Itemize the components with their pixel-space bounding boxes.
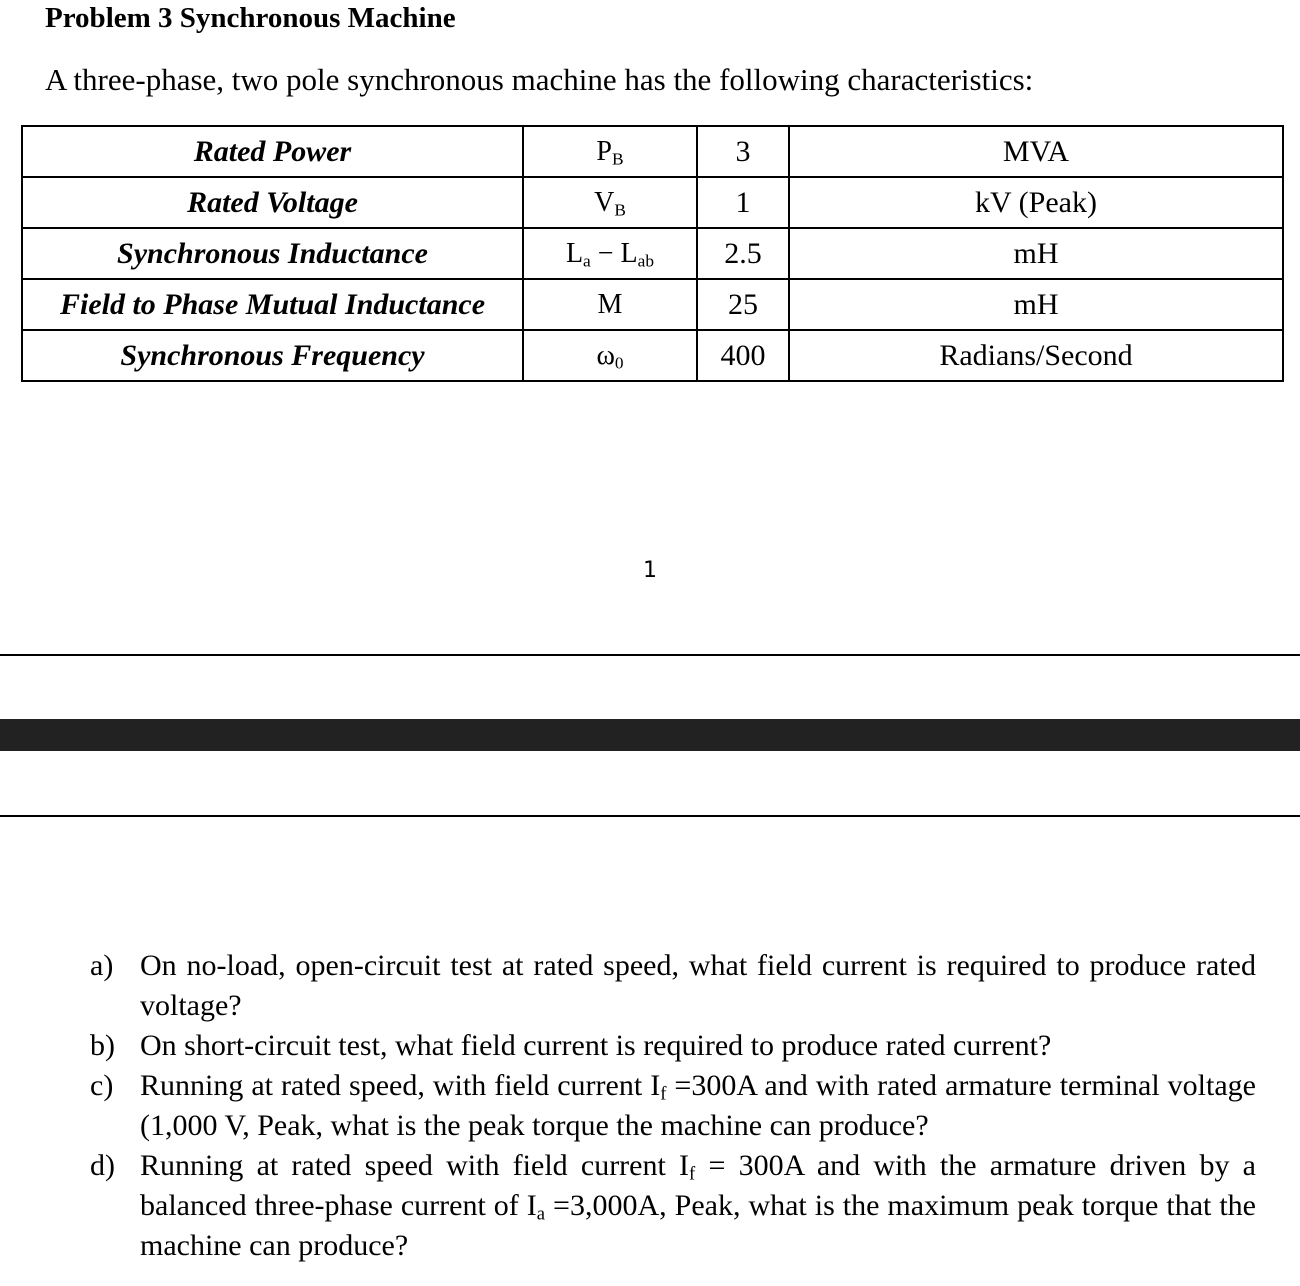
question-label: c) xyxy=(90,1069,114,1102)
parameter-symbol: $L_a - L_{ab}$ xyxy=(523,228,697,279)
parameter-symbol: $P_B$ xyxy=(523,126,697,177)
problem-intro: A three-phase, two pole synchronous machine has the following characteristics: xyxy=(45,62,1034,97)
page-number: 1 xyxy=(643,558,657,583)
question-list xyxy=(80,946,1256,1266)
question-item-b xyxy=(80,1026,1256,1066)
question-label: a) xyxy=(90,949,114,982)
parameter-name: Rated Voltage xyxy=(22,177,523,228)
parameter-name: Rated Power xyxy=(22,126,523,177)
question-item-a xyxy=(80,946,1256,1026)
question-item-c xyxy=(80,1066,1256,1146)
parameter-symbol: $\omega_0$ xyxy=(523,330,697,381)
parameter-value: 400 xyxy=(697,330,789,381)
parameter-unit: Radians/Second xyxy=(789,330,1283,381)
table-row xyxy=(22,279,1283,330)
parameter-value: 2.5 xyxy=(697,228,789,279)
parameter-name: Synchronous Frequency xyxy=(22,330,523,381)
parameter-value: 25 xyxy=(697,279,789,330)
parameter-value: 1 xyxy=(697,177,789,228)
question-text: Running at rated speed, with field current $I_f =300A$ and with rated armature terminal voltage (1,000 V, Peak, what is the peak torque the machine can produce? xyxy=(140,1069,1256,1142)
parameter-unit: mH xyxy=(789,279,1283,330)
question-text: On short-circuit test, what field current is required to produce rated current? xyxy=(140,1029,1052,1062)
parameter-unit: kV (Peak) xyxy=(789,177,1283,228)
question-text: Running at rated speed with field current $I_f = 300A$ and with the armature driven by a balanced three-phase current of $I_a =3,000A$, Peak, what is the maximum peak torque that the machine can produce? xyxy=(140,1149,1256,1262)
question-item-d xyxy=(80,1146,1256,1266)
table-row xyxy=(22,126,1283,177)
parameter-value: 3 xyxy=(697,126,789,177)
question-text: On no-load, open-circuit test at rated speed, what field current is required to produce rated voltage? xyxy=(140,949,1256,1022)
parameter-symbol: $V_B$ xyxy=(523,177,697,228)
parameter-unit: MVA xyxy=(789,126,1283,177)
problem-title: Problem 3 Synchronous Machine xyxy=(45,2,456,34)
table-row xyxy=(22,228,1283,279)
page-divider-top xyxy=(0,654,1300,656)
parameter-name: Field to Phase Mutual Inductance xyxy=(22,279,523,330)
question-label: d) xyxy=(90,1149,115,1182)
characteristics-table xyxy=(21,125,1284,382)
page-divider-bottom xyxy=(0,815,1300,817)
parameter-name: Synchronous Inductance xyxy=(22,228,523,279)
parameter-symbol: M xyxy=(523,279,697,330)
question-label: b) xyxy=(90,1029,115,1062)
page-gap-band xyxy=(0,719,1300,751)
table-row xyxy=(22,330,1283,381)
table-row xyxy=(22,177,1283,228)
parameter-unit: mH xyxy=(789,228,1283,279)
